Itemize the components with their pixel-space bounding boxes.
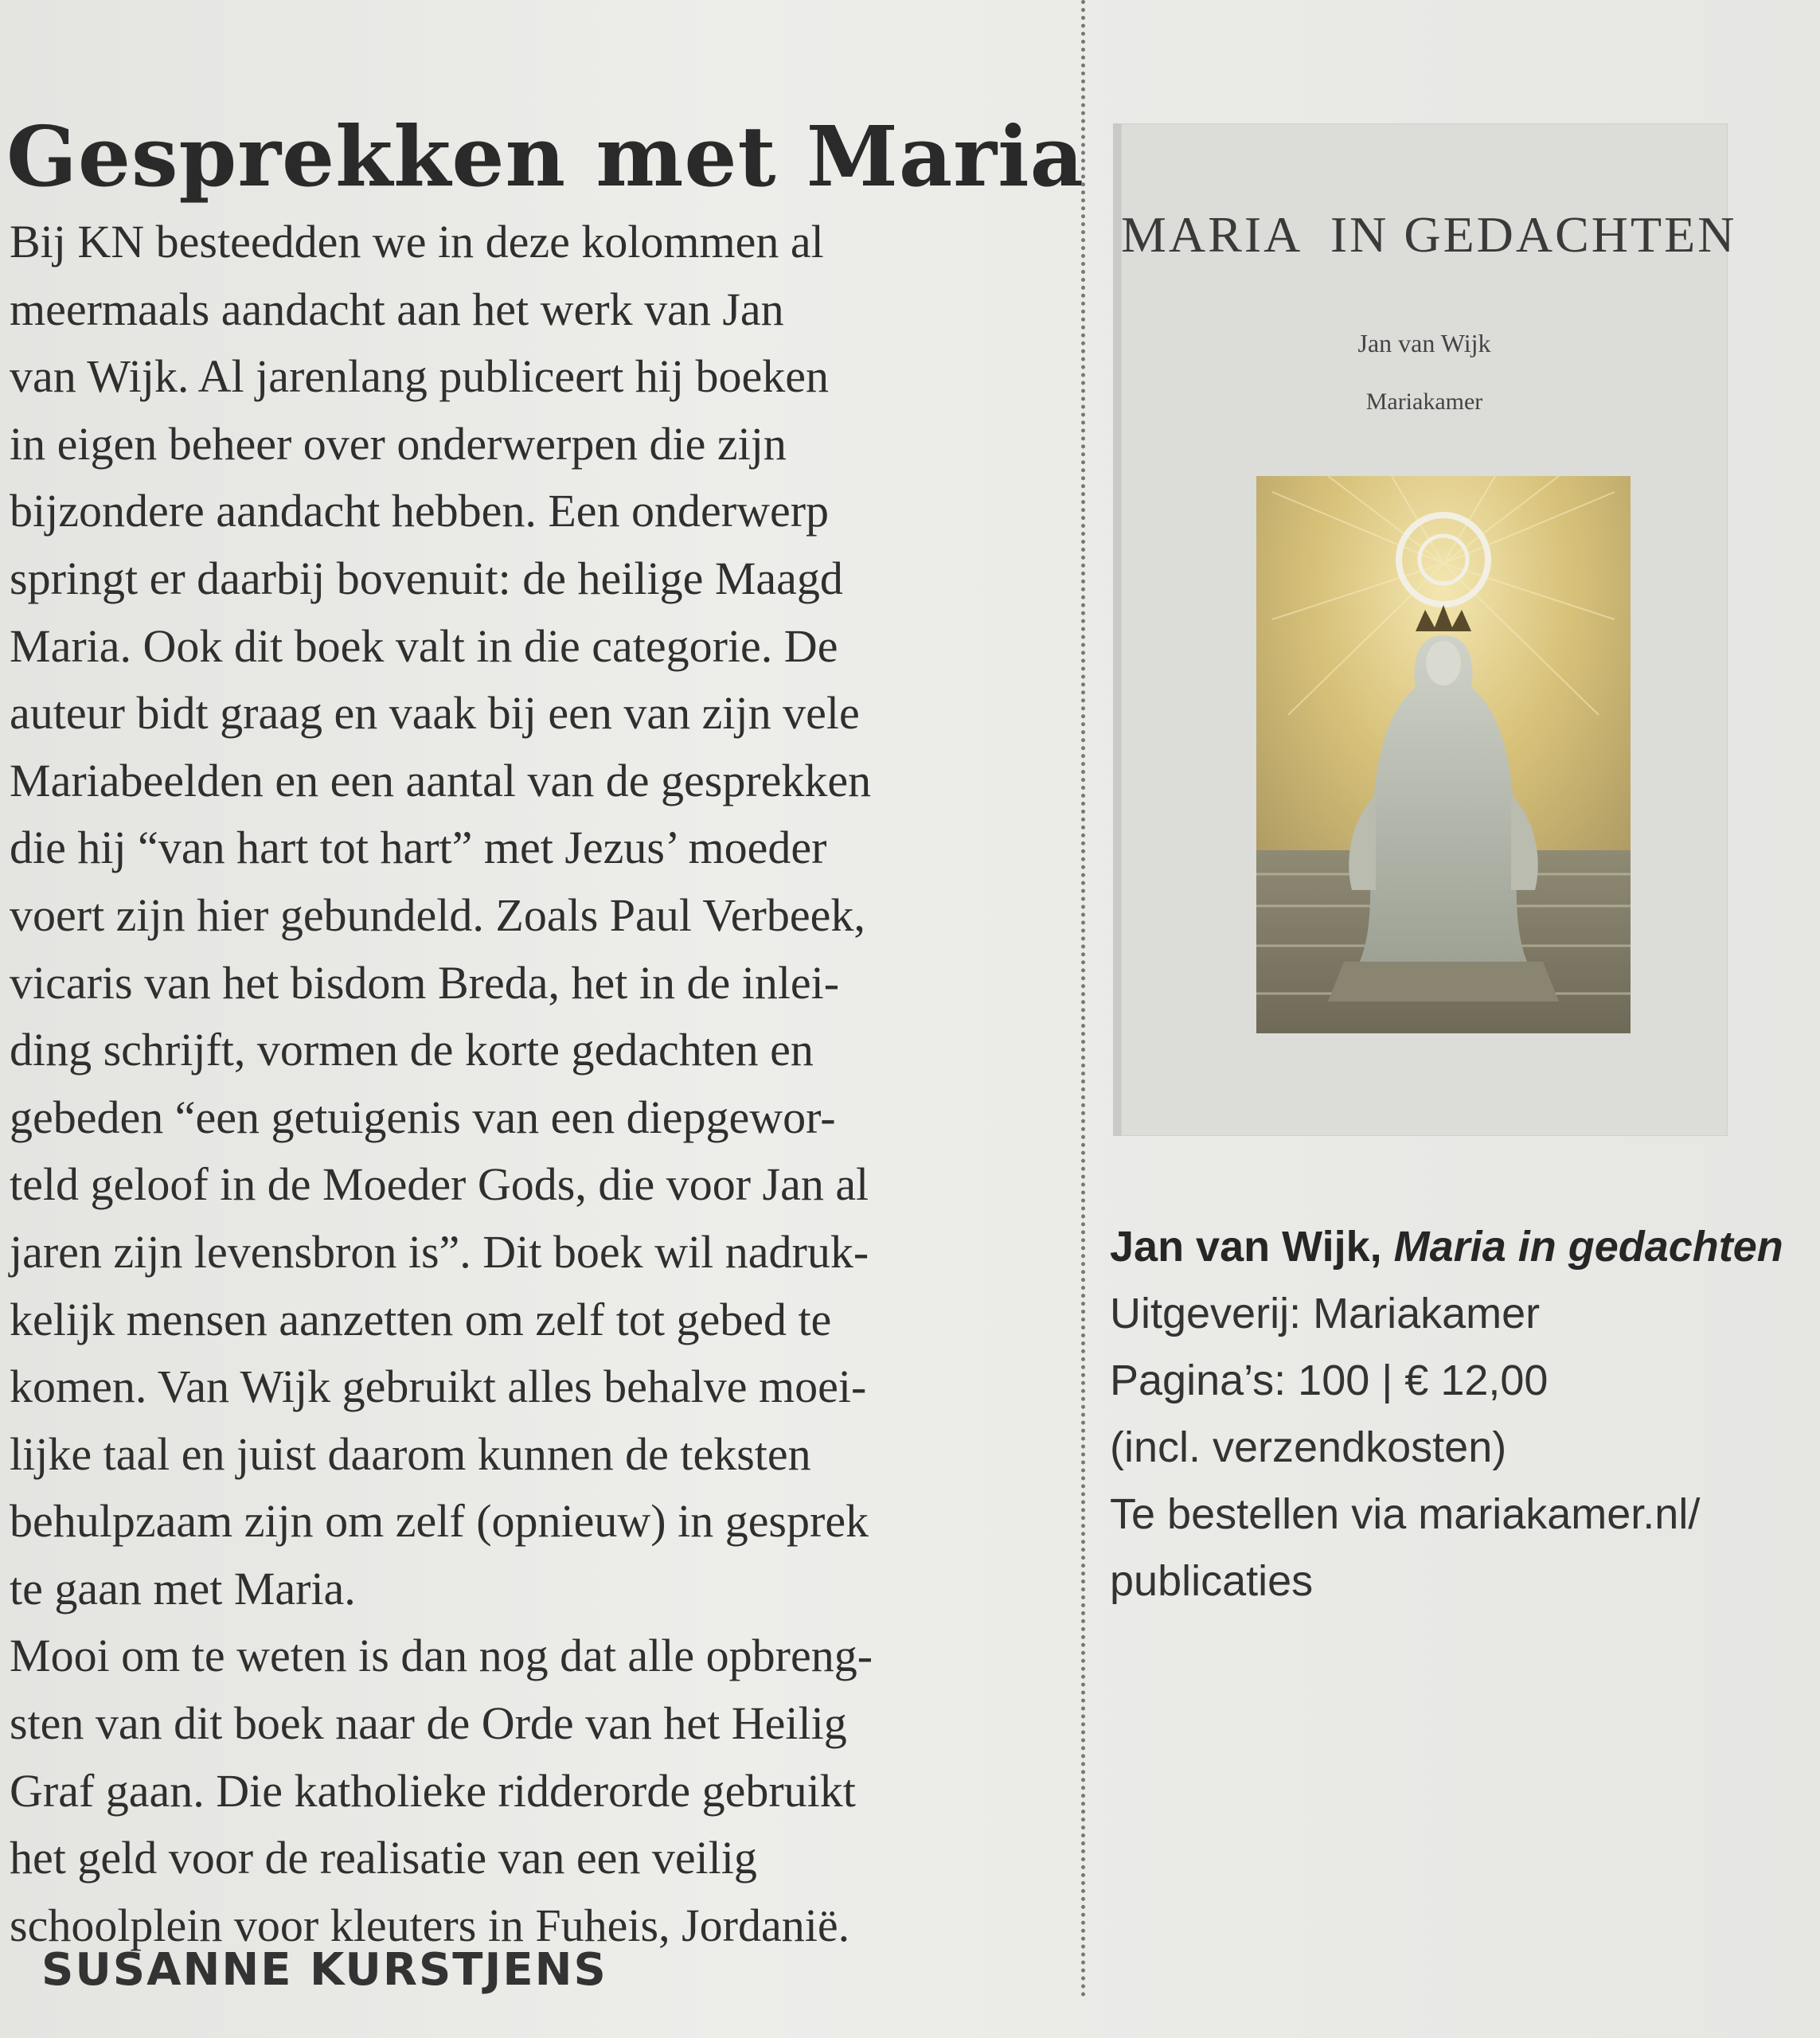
caption-order-line-1: Te bestellen via mariakamer.nl/ [1110,1490,1701,1538]
caption-title-line [1110,1213,1810,1280]
caption-order-line-2: publicaties [1110,1557,1314,1605]
article-body-line: jaren zijn levensbron is”. Dit boek wil nadruk- [10,1225,869,1278]
article-body-line: komen. Van Wijk gebruikt alles behalve moei- [10,1361,867,1413]
article-body-line: Bij KN besteedden we in deze kolommen al [10,216,824,267]
article-body-line: sten van dit boek naar de Orde van het Heilig [10,1697,847,1750]
article-body-line: ding schrijft, vormen de korte gedachten en [10,1024,814,1076]
article-body [10,209,1067,1959]
statue-of-mary-image [1256,476,1631,1033]
book-cover-publisher: Mariakamer [1365,388,1483,415]
article-byline: SUSANNE KURSTJENS [41,1944,607,1996]
article-headline: Gesprekken met Maria [6,107,1084,205]
caption-book-title: Maria in gedachten [1393,1223,1783,1271]
book-info-sidebar [1099,0,1820,2038]
book-cover-title: MARIA IN GEDACHTEN [1121,206,1737,263]
caption-shipping: (incl. verzendkosten) [1110,1423,1507,1471]
article-body-line: kelijk mensen aanzetten om zelf tot gebed te [10,1293,832,1345]
article-body-line: teld geloof in de Moeder Gods, die voor Jan al [10,1158,869,1211]
article-body-line: lijke taal en juist daarom kunnen de teksten [10,1427,811,1480]
article-body-line: het geld voor de realisatie van een veilig [10,1832,757,1884]
article-body-line: gebeden “een getuigenis van een diepgewor- [10,1091,836,1143]
article-body-line: te gaan met Maria. [10,1562,356,1614]
book-caption [1110,1213,1810,1614]
article-body-line: van Wijk. Al jarenlang publiceert hij boeken [10,350,830,403]
column-divider [1081,0,1085,1998]
article-body-line: voert zijn hier gebundeld. Zoals Paul Verbeek, [10,888,865,941]
article-body-line: schoolplein voor kleuters in Fuheis, Jordanië. [10,1899,850,1951]
article-body-line: meermaals aandacht aan het werk van Jan [10,283,784,335]
article-body-line: auteur bidt graag en vaak bij een van zijn vele [10,687,860,740]
article-body-line: behulpzaam zijn om zelf (opnieuw) in gesprek [10,1495,869,1548]
caption-pages-price: Pagina’s: 100 | € 12,00 [1110,1357,1549,1404]
article-body-line: Maria. Ook dit boek valt in die categorie. De [10,619,838,672]
caption-author: Jan van Wijk, [1110,1223,1394,1271]
caption-publisher: Uitgeverij: Mariakamer [1110,1290,1541,1337]
article-body-line: Mariabeelden en een aantal van de gesprekken [10,754,872,806]
article-body-line: die hij “van hart tot hart” met Jezus’ moeder [10,822,827,874]
article-body-line: Graf gaan. Die katholieke ridderorde gebruikt [10,1764,856,1817]
article-body-line: bijzondere aandacht hebben. Een onderwerp [10,485,830,537]
article-body-line: in eigen beheer over onderwerpen die zijn [10,417,787,470]
article-body-line: Mooi om te weten is dan nog dat alle opbreng- [10,1630,873,1682]
article-body-line: vicaris van het bisdom Breda, het in de inlei- [10,956,840,1009]
book-cover-author: Jan van Wijk [1357,329,1491,357]
book-cover [1113,123,1737,1136]
article-body-line: springt er daarbij bovenuit: de heilige Maagd [10,552,843,604]
